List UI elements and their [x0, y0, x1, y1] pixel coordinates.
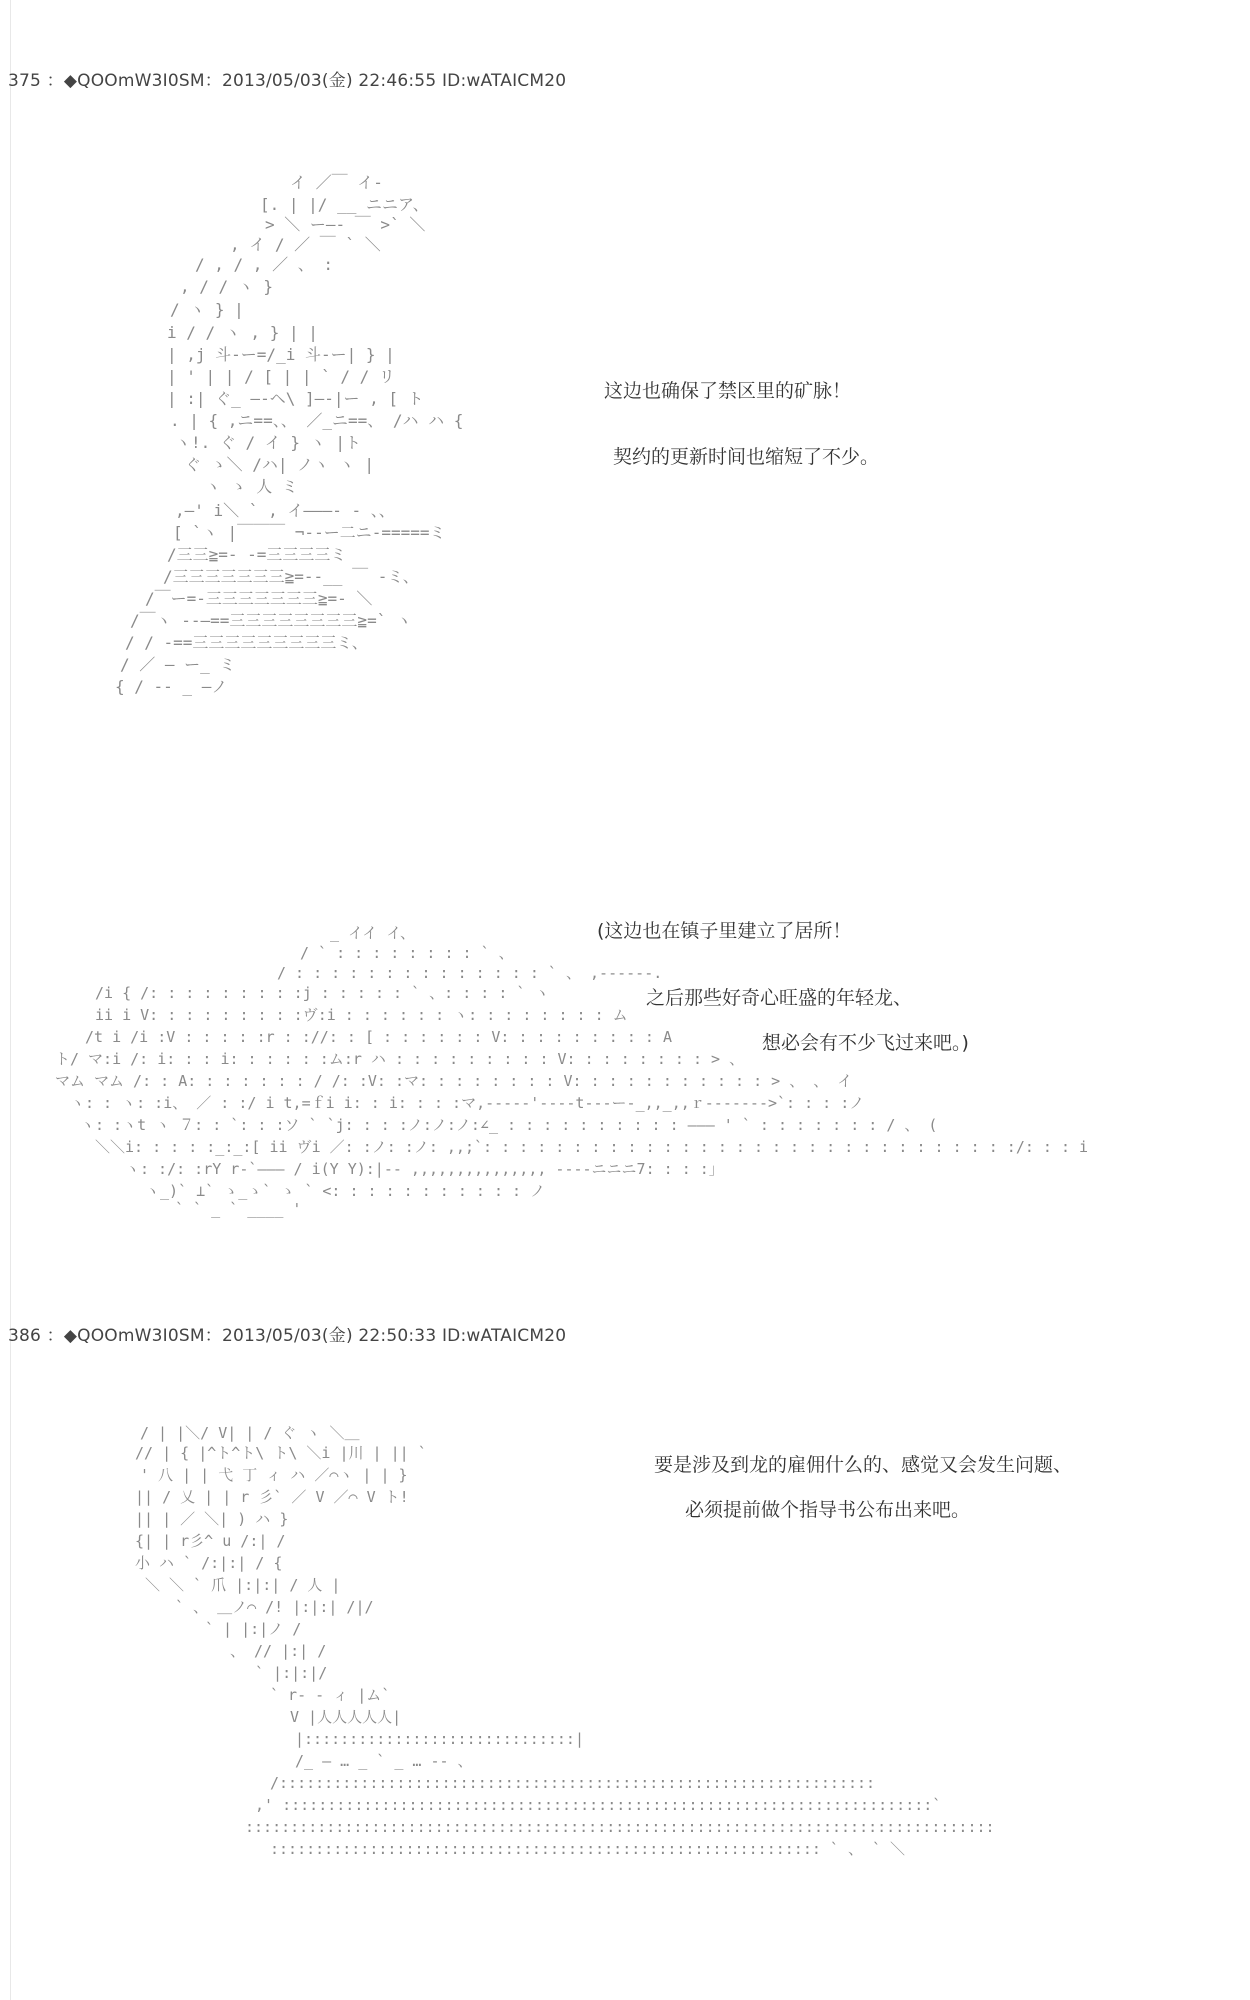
svg-text:,―' i＼ ` , イ―――‐ -: ,―' i＼ ` , イ―――‐ - 、、: [175, 501, 395, 520]
svg-text:`: ` | |:|ノ /: [205, 1620, 302, 1638]
svg-text:ヽ: :/: :rY r-`――― / i(Y: ヽ: :/: :rY r-`――― / i(Y Y):|‐‐ ,,,,,,,,,,,,,,, ‐‐‐‐ニニニ7: : : :」: [125, 1160, 724, 1178]
svg-text:[ `ヽ |￣￣￣ ¬‐‐ー二ニ-=====ミ: [ `ヽ |￣￣￣ ¬‐‐ー二ニ-=====ミ: [173, 523, 446, 542]
svg-text:/ ` : : : : : : : : ` 、: / ` : : : : : : : : ` 、: [300, 944, 514, 962]
svg-text:ヽ: : ヽ: :i、 ／ : :/ i t,=ｆi: ヽ: : ヽ: :i、 ／ : :/ i t,=ｆi i: : i: : : :マ,‐‐‐‐‐'‐‐‐-t‐‐‐ー-_,,_,,ｒ-‐‐‐‐‐->`: : : :ノ: [70, 1094, 865, 1112]
svg-text:ヽ ゝ 人: ヽ ゝ 人 ミ: [205, 477, 298, 496]
svg-text:{| | r彡^ u: {| | r彡^ u /:| /: [135, 1532, 286, 1550]
svg-text:/ : : : : : : : : : : : : : :: / : : : : : : : : : : : : : : ` 、 ,-‐‐‐‐‐.: [277, 964, 663, 982]
svg-text:' 八 | | 弋 丁 ィ ハ: ' 八 | | 弋 丁 ィ ハ ／⌒ヽ | | }: [140, 1466, 408, 1484]
dialogue-line: 之后那些好奇心旺盛的年轻龙、: [646, 987, 913, 1009]
svg-text:/ , / , ／: / , / , ／ 、 :: [195, 255, 333, 274]
svg-text:, イ / ／ ￣ ` ＼: , イ / ／ ￣ ` ＼: [230, 235, 381, 254]
svg-text:/ ヽ: / ヽ } |: [170, 300, 244, 319]
svg-text:` ` _ `: ` ` _ ` ____ ': [175, 1200, 302, 1218]
svg-text:/ | |＼/ V|: / | |＼/ V| | / ぐ ヽ ＼＿: [140, 1424, 360, 1442]
svg-text:`: ` |:|:|/: [255, 1664, 328, 1682]
svg-text:/三三≧=‐ -=三三三三: /三三≧=‐ -=三三三三ミ: [167, 545, 347, 564]
svg-text:|:::::::::::::::::::::::::::::: |::::::::::::::::::::::::::::::|: [295, 1730, 584, 1748]
dialogue-line: (这边也在镇子里建立了居所！: [597, 920, 852, 942]
svg-text:/ / ‐==三三三三三: / / ‐==三三三三三三三三三ミ、: [125, 633, 368, 652]
svg-text:/i { /: : : :: /i { /: : : : : : : : :j : : : : : ` 、: : : : ` ヽ: [95, 984, 550, 1002]
svg-text:/_ ― … _ ` _ … ‐‐ 、: /_ ― … _ ` _ … ‐‐ 、: [295, 1752, 473, 1770]
svg-text:|| / 乂 | | r 彡`: || / 乂 | | r 彡` ／ V ／⌒ V ト!: [135, 1488, 409, 1506]
svg-text:::::::::::::::::::::::::::::::: :::::::::::::::::::::::::::::::::::::::::::::::::::::::::::::::::::::::::::::::::::: [245, 1818, 995, 1836]
svg-text:_ イイ イ、: _ イイ イ、: [330, 924, 415, 942]
svg-text:` r‐ ‐ ィ: ` r‐ ‐ ィ |ム`: [270, 1686, 391, 1704]
svg-text:{ / -- _: { / -- _ ―ノ: [115, 677, 228, 696]
svg-text:` 、 ＿ノ⌒: ` 、 ＿ノ⌒ /! |:|:| /|/: [175, 1598, 374, 1616]
post-header-386: 386 ：◆QOOmW3I0SM：2013/05/03(金) 22:50:33 ID:wATAICM20: [8, 1326, 567, 1346]
svg-text:イ ／￣ イ-: イ ／￣ イ-: [290, 173, 383, 192]
left-margin-line: [10, 0, 11, 2000]
svg-text:小 ハ `: 小 ハ ` /:|:| / {: [135, 1554, 283, 1572]
svg-text:ヽ: :ヽt ヽ ７: : `: : :ソ ` `j: :: ヽ: :ヽt ヽ ７: : `: : :ソ ` `j: : : :ノ:ノ:ノ:∠_ : : : : : : : : : : ――― ' ` : : : : : : : / 、 (: [80, 1116, 938, 1134]
svg-text:ヽ!. ぐ / イ } ヽ: ヽ!. ぐ / イ } ヽ |ト: [175, 433, 361, 452]
post-header-375: 375 ：◆QOOmW3I0SM：2013/05/03(金) 22:46:55 ID:wATAICM20: [8, 71, 567, 91]
svg-text:::::::::::::::::::::::::::::::: ::::::::::::::::::::::::::::::::::::::::::::::::::::::::::::: ` 、 ` ＼: [270, 1840, 906, 1858]
svg-text:/三三三三三三三≧=‐-__ ￣: /三三三三三三三≧=‐-__ ￣ -ミ、: [163, 567, 419, 586]
svg-text:V |人人人人人|: V |人人人人人|: [290, 1708, 402, 1726]
svg-text:/:::::::::::::::::::::::::::::: /::::::::::::::::::::::::::::::::::::::::::::::::::::::::::::::::::: [270, 1774, 876, 1792]
dialogue-line: 契约的更新时间也缩短了不少。: [613, 446, 880, 468]
svg-text:/￣ヽ ‐‐―==三三三三三三三三≧=`: /￣ヽ ‐‐―==三三三三三三三三≧=` ヽ: [130, 611, 412, 630]
dialogue-line: 要是涉及到龙的雇佣什么的、感觉又会发生问题、: [654, 1454, 1073, 1476]
svg-text:// | { |^ト^ト\ ト\ ＼i |川: // | { |^ト^ト\ ト\ ＼i |川 | || `: [135, 1444, 427, 1462]
svg-text:、: 、 // |:| /: [230, 1642, 327, 1660]
svg-text:,' :::::::::::::::::::::::::::: ,' ::::::::::::::::::::::::::::::::::::::::::::::::::::::::::::::::::::::::`: [255, 1796, 942, 1814]
svg-text:[. | |/ __ ニニア、: [. | |/ __ ニニア、: [260, 195, 429, 214]
svg-text:/ ／ ― ー_: / ／ ― ー_ ミ: [120, 655, 236, 674]
svg-text:| ,j 斗‐ー=/_i 斗‐ー|: | ,j 斗‐ー=/_i 斗‐ー| } |: [167, 345, 395, 364]
svg-text:| ' | | / [ | | `: | ' | | / [ | | ` / / リ: [167, 367, 395, 386]
svg-text:> ＼ ー―‐ ￣ >` ＼: > ＼ ー―‐ ￣ >` ＼: [265, 215, 426, 234]
svg-text:. | { ,ニ==、、 ／_ニ==、 /ハ ハ {: . | { ,ニ==、、 ／_ニ==、 /ハ ハ {: [170, 411, 464, 430]
svg-text:/t i /i :V : : :: /t i /i :V : : : : :r : ://: : [ : : : : : : V: : : : : : : : : A: [85, 1028, 672, 1046]
svg-text:|| | ／ ＼|: || | ／ ＼| ) ハ }: [135, 1510, 289, 1528]
svg-text:/￣ー=‐三三三三三三三≧=‐: /￣ー=‐三三三三三三三≧=‐ ＼: [145, 589, 373, 608]
svg-text:i / / ヽ ,: i / / ヽ , } | |: [167, 323, 318, 342]
svg-text:, / / ヽ: , / / ヽ }: [180, 277, 274, 296]
ascii-art-girl-with-scarf: [55, 170, 575, 710]
svg-text:＼ ＼ `: ＼ ＼ ` 爪 |:|:| / 人 |: [145, 1576, 341, 1594]
dialogue-line: 想必会有不少飞过来吧。): [762, 1032, 969, 1054]
svg-text:ii i V: : : : :: ii i V: : : : : : : : :ヴ:i : : : : : : ヽ: : : : : : : : ム: [95, 1006, 628, 1024]
dialogue-line: 必须提前做个指导书公布出来吧。: [685, 1499, 971, 1521]
svg-text:| :| ぐ_ ―‐ヘ\ ]―‐|ー , [: | :| ぐ_ ―‐ヘ\ ]―‐|ー , [ ト: [167, 389, 424, 408]
svg-text:ぐ ゝ＼ /ハ| ノヽ ヽ |: ぐ ゝ＼ /ハ| ノヽ ヽ |: [185, 455, 375, 474]
svg-text:ヽ_)` ⊥` ゝ_ゝ` ゝ: ヽ_)` ⊥` ゝ_ゝ` ゝ ` <: : : : : : : : : : : ノ: [145, 1182, 546, 1200]
dialogue-line: 这边也确保了禁区里的矿脉！: [604, 380, 852, 402]
svg-text:マム マム /: : A: : :: マム マム /: : A: : : : : : : / /: :V: :マ: : : : : : : : V: : : : : : : : : : : > 、 、 イ: [55, 1072, 853, 1090]
svg-text:＼＼i: : : : :_:_:[ ii ヴi ／:: ＼＼i: : : : :_:_:[ ii ヴi ／: :ノ: :ノ: ,,;`: : : : : : : : : : : : : : : : : : : : : : : : : : : : : :/: : : i: [95, 1138, 1089, 1156]
svg-text:ト/ マ:i /: i: : : i: ト/ マ:i /: i: : : i: : : : : :ム:r ハ : : : : : : : : : V: : : : : : : : > 、: [55, 1050, 745, 1068]
